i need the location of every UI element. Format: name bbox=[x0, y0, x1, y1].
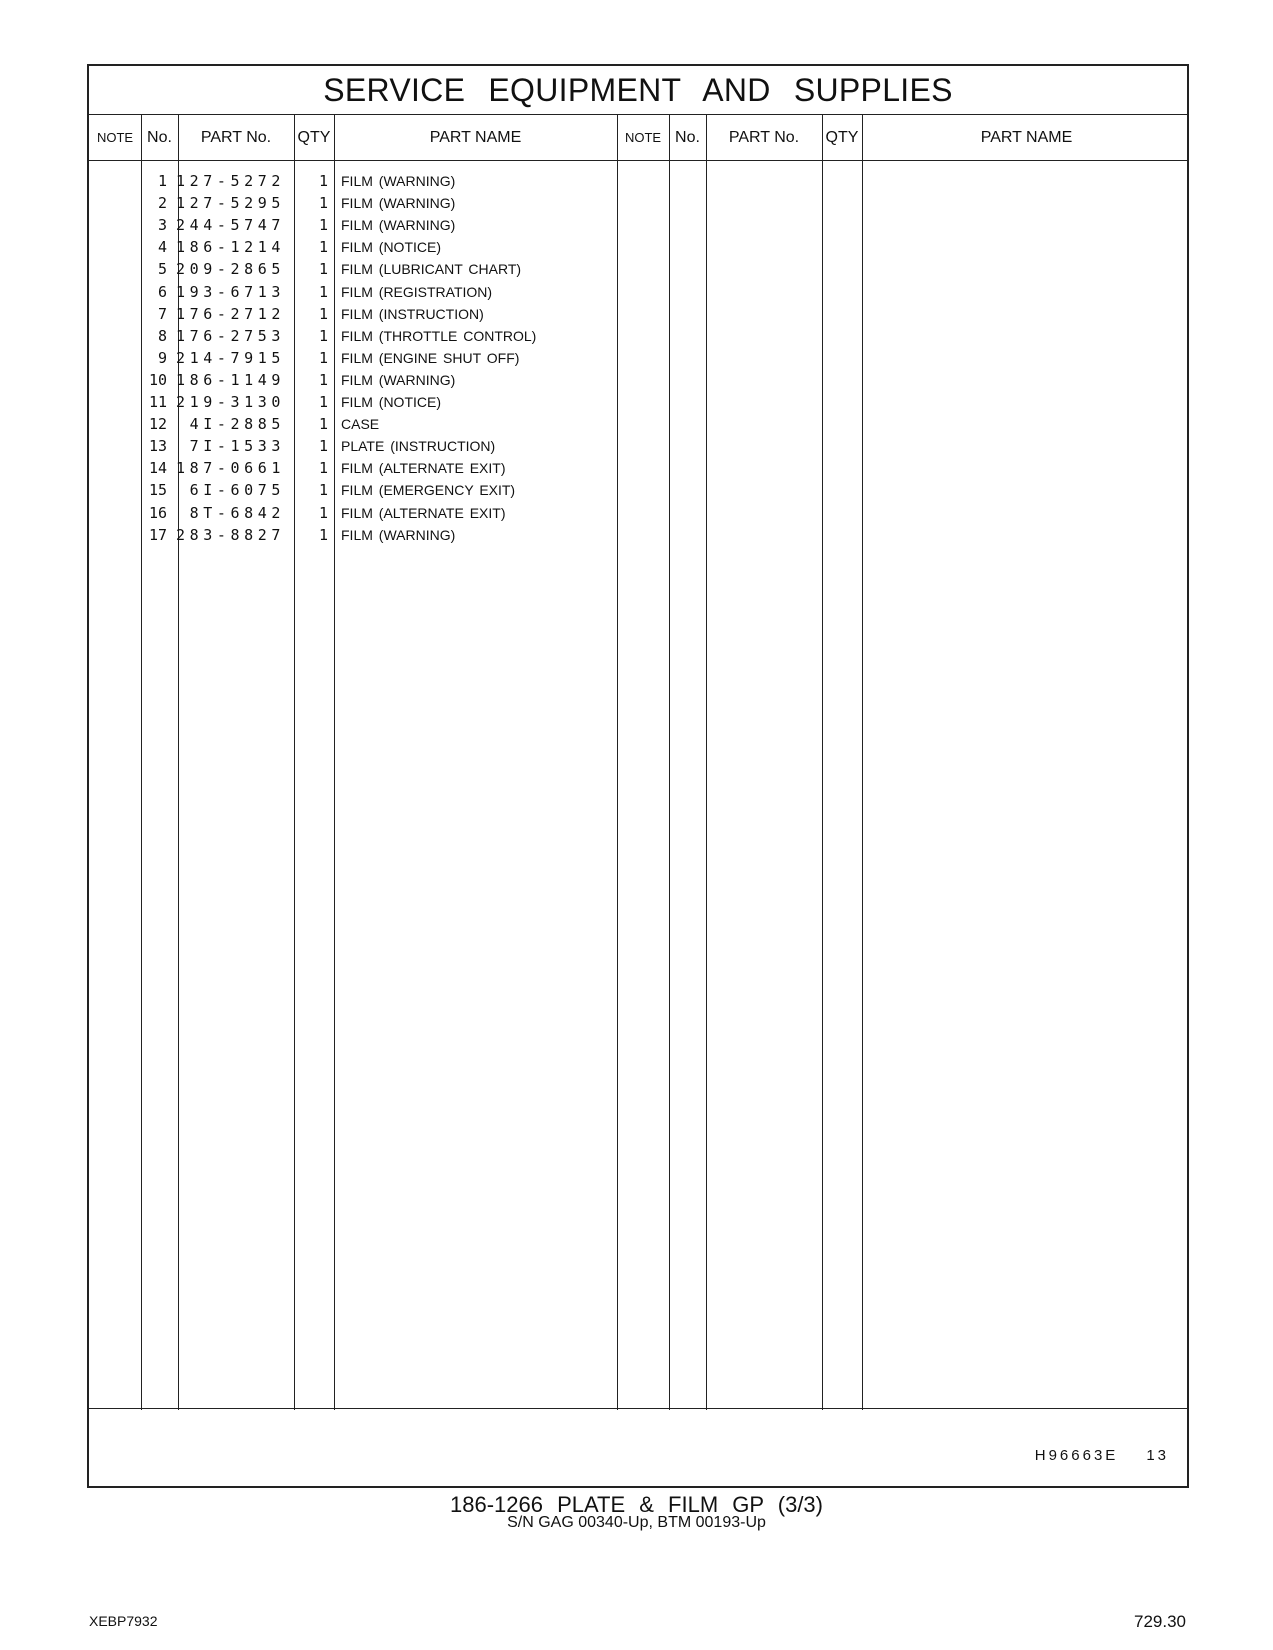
drawing-code: H96663E bbox=[1034, 1447, 1119, 1464]
quantity: 1 bbox=[318, 370, 328, 389]
table-row bbox=[89, 192, 617, 215]
table-row bbox=[89, 413, 617, 436]
item-number: 12 bbox=[148, 415, 167, 434]
part-name: FILM (ALTERNATE EXIT) bbox=[341, 460, 506, 477]
part-name: FILM (ENGINE SHUT OFF) bbox=[341, 349, 520, 366]
item-number: 10 bbox=[148, 370, 167, 389]
quantity: 1 bbox=[318, 393, 328, 411]
item-number: 8 bbox=[157, 326, 167, 345]
table-row bbox=[89, 457, 617, 480]
item-number: 3 bbox=[157, 216, 167, 235]
quantity: 1 bbox=[318, 415, 328, 434]
quantity: 1 bbox=[318, 282, 328, 301]
part-number: 127-5272 bbox=[175, 172, 285, 190]
table-row bbox=[89, 524, 617, 547]
table-row bbox=[89, 303, 617, 326]
item-number: 7 bbox=[157, 304, 167, 323]
col-divider bbox=[822, 114, 823, 1410]
part-name: FILM (THROTTLE CONTROL) bbox=[341, 327, 537, 344]
part-number: 6I-6075 bbox=[189, 481, 285, 500]
part-number: 4I-2885 bbox=[189, 415, 285, 434]
part-name: FILM (REGISTRATION) bbox=[341, 283, 493, 300]
table-row bbox=[89, 214, 617, 237]
part-number: 283-8827 bbox=[175, 525, 285, 544]
quantity: 1 bbox=[318, 304, 328, 323]
col-divider bbox=[669, 114, 670, 1410]
header-part-name-right: PART NAME bbox=[980, 129, 1073, 146]
part-name: FILM (WARNING) bbox=[341, 371, 456, 388]
page-title: SERVICE EQUIPMENT AND SUPPLIES bbox=[89, 66, 1187, 115]
table-row bbox=[89, 369, 617, 392]
quantity: 1 bbox=[318, 481, 328, 500]
table-row bbox=[89, 347, 617, 370]
part-name: FILM (NOTICE) bbox=[341, 394, 441, 410]
header-part-no-right: PART No. bbox=[728, 129, 800, 146]
drawing-reference bbox=[1035, 1447, 1169, 1464]
table-row bbox=[89, 479, 617, 502]
serial-range: S/N GAG 00340-Up, BTM 00193-Up bbox=[507, 1514, 766, 1531]
part-name: FILM (NOTICE) bbox=[341, 239, 441, 256]
header-part-name: PART NAME bbox=[429, 129, 522, 146]
table-row bbox=[89, 258, 617, 281]
group-caption: 186-1266 PLATE & FILM GP (3/3) bbox=[449, 1492, 823, 1517]
part-number: 186-1149 bbox=[175, 370, 285, 389]
header-part-no: PART No. bbox=[200, 129, 272, 146]
part-name: FILM (LUBRICANT CHART) bbox=[341, 261, 522, 278]
table-row bbox=[89, 435, 617, 458]
page-number: 729.30 bbox=[1134, 1612, 1186, 1631]
quantity: 1 bbox=[318, 437, 328, 456]
parts-table-frame bbox=[87, 64, 1189, 1488]
part-name: FILM (WARNING) bbox=[341, 526, 456, 543]
header-no-right: No. bbox=[675, 129, 700, 146]
item-number: 5 bbox=[157, 260, 167, 279]
part-name: FILM (WARNING) bbox=[341, 195, 456, 212]
part-name: FILM (WARNING) bbox=[341, 173, 456, 189]
item-number: 13 bbox=[148, 437, 167, 456]
table-row bbox=[89, 325, 617, 348]
item-number: 15 bbox=[148, 481, 167, 500]
part-number: 193-6713 bbox=[175, 282, 285, 301]
part-name: FILM (WARNING) bbox=[341, 217, 456, 234]
part-name: FILM (INSTRUCTION) bbox=[341, 305, 484, 322]
quantity: 1 bbox=[318, 238, 328, 257]
item-number: 14 bbox=[148, 459, 167, 478]
part-name: FILM (EMERGENCY EXIT) bbox=[341, 482, 516, 499]
part-number: 186-1214 bbox=[175, 238, 285, 257]
part-number: 187-0661 bbox=[175, 459, 285, 478]
quantity: 1 bbox=[318, 194, 328, 213]
quantity: 1 bbox=[318, 459, 328, 478]
table-bottom-divider bbox=[89, 1408, 1187, 1409]
part-number: 8T-6842 bbox=[189, 503, 285, 522]
part-name: CASE bbox=[341, 416, 380, 433]
part-name: PLATE (INSTRUCTION) bbox=[341, 438, 496, 455]
part-number: 176-2712 bbox=[175, 304, 285, 323]
item-number: 9 bbox=[157, 348, 167, 367]
item-number: 17 bbox=[148, 525, 167, 544]
item-number: 4 bbox=[157, 238, 167, 257]
part-number: 209-2865 bbox=[175, 260, 285, 279]
item-number: 1 bbox=[157, 172, 167, 190]
sheet-page: 13 bbox=[1146, 1447, 1169, 1464]
quantity: 1 bbox=[318, 503, 328, 522]
header-note-right: NOTE bbox=[624, 130, 662, 145]
document-number: XEBP7932 bbox=[89, 1613, 158, 1629]
header-no: No. bbox=[147, 129, 172, 146]
table-row bbox=[89, 502, 617, 525]
table-row bbox=[89, 236, 617, 259]
item-number: 6 bbox=[157, 282, 167, 301]
part-number: 7I-1533 bbox=[189, 437, 285, 456]
table-row bbox=[89, 281, 617, 304]
part-number: 244-5747 bbox=[175, 216, 285, 235]
part-name: FILM (ALTERNATE EXIT) bbox=[341, 504, 506, 521]
quantity: 1 bbox=[318, 525, 328, 544]
item-number: 2 bbox=[157, 194, 167, 213]
item-number: 11 bbox=[148, 393, 167, 411]
quantity: 1 bbox=[318, 348, 328, 367]
part-number: 127-5295 bbox=[175, 194, 285, 213]
quantity: 1 bbox=[318, 326, 328, 345]
part-number: 219-3130 bbox=[175, 393, 285, 411]
header-qty: QTY bbox=[297, 129, 331, 146]
col-divider bbox=[706, 114, 707, 1410]
col-divider bbox=[862, 114, 863, 1410]
header-qty-right: QTY bbox=[825, 129, 859, 146]
item-number: 16 bbox=[148, 503, 167, 522]
part-number: 176-2753 bbox=[175, 326, 285, 345]
quantity: 1 bbox=[318, 216, 328, 235]
table-row bbox=[89, 391, 617, 414]
col-divider bbox=[617, 114, 618, 1410]
header-note: NOTE bbox=[96, 130, 134, 145]
quantity: 1 bbox=[318, 260, 328, 279]
part-number: 214-7915 bbox=[175, 348, 285, 367]
quantity: 1 bbox=[318, 172, 328, 190]
table-row bbox=[89, 170, 617, 193]
